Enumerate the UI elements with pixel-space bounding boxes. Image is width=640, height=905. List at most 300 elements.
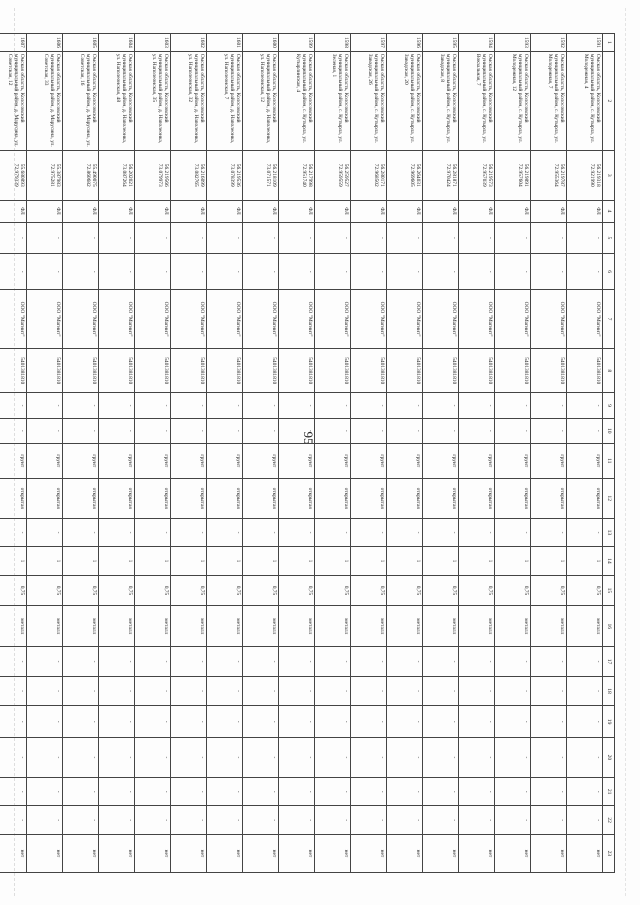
table-cell: 55.387983 72.975281 — [27, 150, 63, 200]
table-row — [63, 34, 99, 873]
table-row — [135, 34, 171, 873]
table-cell: грунт — [99, 443, 135, 478]
table-cell: - — [0, 737, 27, 777]
table-cell: металл — [423, 606, 459, 647]
table-row — [459, 34, 495, 873]
table-cell: - — [99, 647, 135, 677]
table-cell: - — [387, 518, 423, 546]
table-cell: 0,75 — [423, 575, 459, 606]
table-cell: - — [171, 418, 207, 443]
table-cell: - — [423, 418, 459, 443]
table-cell: - — [243, 777, 279, 805]
table-cell: - — [315, 737, 351, 777]
table-cell: - — [351, 393, 387, 418]
table-cell: ООО "Магнит" — [207, 290, 243, 349]
table-cell: 0,75 — [207, 575, 243, 606]
table-cell: ФЛ — [63, 200, 99, 222]
table-cell: 1 — [387, 547, 423, 575]
table-cell: - — [315, 418, 351, 443]
table-cell: 5401381810 — [63, 349, 99, 393]
table-cell: 1591 — [567, 34, 603, 52]
table-cell: - — [171, 706, 207, 738]
table-cell: Омская область, Колосовский муниципальный район, с. Кутырла, ул. Молодежная, 7 — [531, 51, 567, 150]
table-cell: нет — [495, 834, 531, 872]
table-cell: нет — [315, 834, 351, 872]
table-cell: ООО "Магнит" — [315, 290, 351, 349]
table-cell: 1593 — [495, 34, 531, 52]
table-cell: 1 — [315, 547, 351, 575]
table-cell: - — [63, 676, 99, 706]
table-cell: ООО "Магнит" — [531, 290, 567, 349]
table-cell: нет — [351, 834, 387, 872]
table-cell: металл — [207, 606, 243, 647]
table-cell: - — [27, 806, 63, 834]
table-cell: 1 — [171, 547, 207, 575]
table-cell: 56.219536 73.078399 — [207, 150, 243, 200]
table-cell: 1 — [279, 547, 315, 575]
page-number: 95 — [301, 431, 316, 445]
table-cell: Омская область, Колосовский муниципальный район, с. Кутырла, ул. Заводская, 26 — [351, 51, 387, 150]
table-cell: 1596 — [387, 34, 423, 52]
table-cell: 0,75 — [135, 575, 171, 606]
table-cell: - — [171, 676, 207, 706]
table-cell: 5401381810 — [279, 349, 315, 393]
table-cell: ООО "Магнит" — [63, 290, 99, 349]
table-cell: - — [351, 222, 387, 254]
table-cell: 5401381810 — [459, 349, 495, 393]
table-cell: - — [99, 737, 135, 777]
table-cell: грунт — [423, 443, 459, 478]
table-cell: открытая — [99, 478, 135, 518]
table-cell: нет — [99, 834, 135, 872]
table-cell: металл — [135, 606, 171, 647]
table-row — [351, 34, 387, 873]
table-cell: - — [279, 393, 315, 418]
table-cell: металл — [567, 606, 603, 647]
table-cell: 0,75 — [315, 575, 351, 606]
table-cell: открытая — [0, 478, 27, 518]
table-cell: - — [207, 418, 243, 443]
table-cell: Омская область, Колосовский муниципальный район, д. Марусина, ул. Советская, 16 — [63, 51, 99, 150]
table-cell: - — [207, 518, 243, 546]
table-cell: 5401381810 — [243, 349, 279, 393]
table-cell: - — [531, 706, 567, 738]
table-cell: - — [495, 518, 531, 546]
table-cell: - — [423, 806, 459, 834]
table-cell: - — [171, 222, 207, 254]
table-cell: - — [567, 518, 603, 546]
table-cell: - — [531, 737, 567, 777]
table-cell: грунт — [0, 443, 27, 478]
table-cell: 5401381810 — [351, 349, 387, 393]
table-cell: грунт — [27, 443, 63, 478]
table-cell: - — [459, 418, 495, 443]
table-cell: - — [315, 518, 351, 546]
table-cell: - — [315, 647, 351, 677]
table-cell: - — [171, 737, 207, 777]
table-cell: Омская область, Колосовский муниципальный район, д. Наполеонка, ул. Наполеонская, 7 — [207, 51, 243, 150]
table-cell: Омская область, Колосовский муниципальный район, д. Марусина, ул. Советская, 12 — [0, 51, 27, 150]
table-cell: - — [495, 393, 531, 418]
table-cell: открытая — [171, 478, 207, 518]
table-cell: 56.259527 72.959559 — [315, 150, 351, 200]
table-cell: ФЛ — [315, 200, 351, 222]
table-cell: - — [99, 254, 135, 290]
table-cell: 56.217998 72.951740 — [279, 150, 315, 200]
table-cell: нет — [459, 834, 495, 872]
table-cell: - — [423, 518, 459, 546]
table-cell: 55.490075 72.860682 — [63, 150, 99, 200]
table-cell: - — [387, 737, 423, 777]
table-cell: - — [315, 706, 351, 738]
table-cell: - — [63, 254, 99, 290]
table-cell: открытая — [27, 478, 63, 518]
table-cell: 0,75 — [351, 575, 387, 606]
table-cell: 5401381810 — [567, 349, 603, 393]
table-cell: - — [171, 806, 207, 834]
table-cell: металл — [171, 606, 207, 647]
table-cell: - — [279, 647, 315, 677]
table-cell: - — [63, 518, 99, 546]
table-cell: металл — [387, 606, 423, 647]
column-header: 1 — [603, 34, 615, 52]
table-cell: - — [27, 222, 63, 254]
column-header: 17 — [603, 647, 615, 677]
table-cell: ФЛ — [351, 200, 387, 222]
table-body — [0, 34, 603, 873]
table-cell: - — [27, 418, 63, 443]
table-cell: - — [27, 518, 63, 546]
table-cell: - — [351, 676, 387, 706]
table-cell: 0,75 — [63, 575, 99, 606]
table-cell: - — [63, 647, 99, 677]
table-cell: - — [567, 647, 603, 677]
table-cell: 1601 — [207, 34, 243, 52]
table-cell: - — [387, 777, 423, 805]
table-cell: грунт — [279, 443, 315, 478]
table-cell: - — [243, 737, 279, 777]
table-cell: 1599 — [279, 34, 315, 52]
table-cell: - — [423, 647, 459, 677]
table-cell: - — [243, 418, 279, 443]
table-cell: 1 — [0, 547, 27, 575]
table-cell: 0,75 — [459, 575, 495, 606]
table-cell: 56.219891 72.957604 — [495, 150, 531, 200]
table-cell: 5401381810 — [207, 349, 243, 393]
table-cell: - — [0, 777, 27, 805]
table-cell: металл — [63, 606, 99, 647]
table-cell: нет — [423, 834, 459, 872]
table-cell: - — [171, 647, 207, 677]
table-cell: - — [315, 393, 351, 418]
table-cell: - — [0, 676, 27, 706]
table-cell: металл — [315, 606, 351, 647]
table-cell: - — [0, 518, 27, 546]
table-cell: - — [567, 418, 603, 443]
table-cell: - — [495, 806, 531, 834]
table-cell: - — [495, 737, 531, 777]
table-cell: нет — [0, 834, 27, 872]
table-cell: - — [315, 676, 351, 706]
table-cell: ООО "Магнит" — [423, 290, 459, 349]
table-cell: - — [279, 418, 315, 443]
table-cell: грунт — [315, 443, 351, 478]
table-cell: - — [495, 676, 531, 706]
table-cell: - — [243, 647, 279, 677]
column-header: 15 — [603, 575, 615, 606]
table-cell: - — [531, 393, 567, 418]
table-cell: открытая — [495, 478, 531, 518]
table-cell: 5401381810 — [315, 349, 351, 393]
table-cell: - — [27, 254, 63, 290]
table-row — [27, 34, 63, 873]
column-header: 22 — [603, 806, 615, 834]
table-cell: 1607 — [0, 34, 27, 52]
table-cell: - — [279, 222, 315, 254]
table-cell: - — [459, 777, 495, 805]
table-cell: ООО "Магнит" — [99, 290, 135, 349]
column-header: 23 — [603, 834, 615, 872]
table-cell: 5401381810 — [135, 349, 171, 393]
table-cell: - — [459, 647, 495, 677]
table-cell: Омская область, Колосовский муниципальный район, д. Марусина, ул. Советская, 33 — [27, 51, 63, 150]
table-cell: - — [351, 647, 387, 677]
table-cell: - — [531, 806, 567, 834]
table-cell: - — [495, 222, 531, 254]
table-cell: - — [171, 393, 207, 418]
table-cell: - — [207, 222, 243, 254]
table-cell: Омская область, Колосовский муниципальный район, с. Кутырла, ул. Молодежная, 12 — [495, 51, 531, 150]
table-row — [495, 34, 531, 873]
table-cell: 1602 — [171, 34, 207, 52]
table-cell: - — [567, 222, 603, 254]
table-cell: - — [423, 676, 459, 706]
table-cell: - — [531, 254, 567, 290]
table-cell: - — [279, 777, 315, 805]
table-cell: - — [243, 676, 279, 706]
table-cell: 56.202021 73.087264 — [99, 150, 135, 200]
table-cell: - — [243, 518, 279, 546]
table-cell: нет — [243, 834, 279, 872]
table-cell: Омская область, Колосовский муниципальный район, д. Наполеонка, ул. Наполеонская, 32 — [171, 51, 207, 150]
table-cell: 5401381810 — [27, 349, 63, 393]
table-cell: - — [567, 737, 603, 777]
table-cell: - — [0, 647, 27, 677]
table-cell: - — [243, 222, 279, 254]
table-cell: - — [495, 647, 531, 677]
table-cell: - — [567, 254, 603, 290]
table-cell: металл — [531, 606, 567, 647]
table-cell: ФЛ — [171, 200, 207, 222]
table-cell: - — [351, 737, 387, 777]
table-cell: - — [171, 254, 207, 290]
table-cell: - — [243, 393, 279, 418]
table-cell: 1 — [495, 547, 531, 575]
table-cell: - — [0, 254, 27, 290]
table-cell: грунт — [171, 443, 207, 478]
table-cell: 56.280171 72.968502 — [351, 150, 387, 200]
table-cell: нет — [531, 834, 567, 872]
table-cell: - — [207, 254, 243, 290]
table-cell: 1 — [531, 547, 567, 575]
table-cell: - — [351, 518, 387, 546]
table-cell: - — [423, 222, 459, 254]
table-cell: 1606 — [27, 34, 63, 52]
table-cell: ФЛ — [243, 200, 279, 222]
table-cell: ФЛ — [423, 200, 459, 222]
table-cell: - — [63, 418, 99, 443]
table-cell: - — [99, 676, 135, 706]
table-row — [0, 34, 27, 873]
table-cell: ООО "Магнит" — [279, 290, 315, 349]
table-cell: - — [135, 418, 171, 443]
table-cell: Омская область, Колосовский муниципальный район, с. Кутырла, ул. Заводская, 20 — [387, 51, 423, 150]
table-cell: - — [0, 806, 27, 834]
table-cell: 56.218109 73.071571 — [243, 150, 279, 200]
table-cell: - — [567, 706, 603, 738]
column-header: 5 — [603, 222, 615, 254]
column-header: 21 — [603, 777, 615, 805]
table-row — [567, 34, 603, 873]
table-cell: - — [459, 222, 495, 254]
table-row — [243, 34, 279, 873]
table-cell: - — [387, 393, 423, 418]
register-table-wrapper — [6, 33, 615, 873]
table-cell: ФЛ — [0, 200, 27, 222]
table-cell: 1598 — [315, 34, 351, 52]
table-cell: - — [459, 518, 495, 546]
table-cell: нет — [27, 834, 63, 872]
table-cell: 0,75 — [567, 575, 603, 606]
table-cell: - — [243, 806, 279, 834]
column-header: 20 — [603, 737, 615, 777]
table-cell: ФЛ — [27, 200, 63, 222]
table-cell: ООО "Магнит" — [243, 290, 279, 349]
column-header: 10 — [603, 418, 615, 443]
table-cell: - — [531, 676, 567, 706]
table-cell: - — [351, 806, 387, 834]
table-cell: - — [351, 418, 387, 443]
table-cell: 56.219566 73.079973 — [135, 150, 171, 200]
table-row — [423, 34, 459, 873]
table-cell: - — [387, 222, 423, 254]
table-cell: - — [135, 706, 171, 738]
table-cell: - — [63, 777, 99, 805]
table-cell: - — [0, 706, 27, 738]
table-cell: Омская область, Колосовский муниципальный район, д. Наполеонка, ул. Наполеонская, 48 — [99, 51, 135, 150]
table-cell: - — [207, 777, 243, 805]
table-cell: металл — [459, 606, 495, 647]
table-cell: 56.219318 72.921990 — [567, 150, 603, 200]
table-cell: 1597 — [351, 34, 387, 52]
table-cell: 5401381810 — [387, 349, 423, 393]
table-cell: - — [567, 777, 603, 805]
table-cell: 5401381810 — [0, 349, 27, 393]
table-cell: ООО "Магнит" — [567, 290, 603, 349]
table-cell: - — [351, 706, 387, 738]
table-row — [315, 34, 351, 873]
table-cell: нет — [207, 834, 243, 872]
table-cell: - — [423, 393, 459, 418]
table-cell: 0,75 — [279, 575, 315, 606]
table-cell: 56.281871 72.970424 — [423, 150, 459, 200]
table-cell: 1604 — [99, 34, 135, 52]
table-cell: Омская область, Колосовский муниципальный район, с. Кутырла, ул. Зеленая, 1 — [315, 51, 351, 150]
table-cell: - — [135, 647, 171, 677]
table-cell: - — [567, 676, 603, 706]
table-cell: - — [171, 518, 207, 546]
column-header: 16 — [603, 606, 615, 647]
column-header: 19 — [603, 706, 615, 738]
table-cell: - — [135, 676, 171, 706]
table-cell: - — [387, 647, 423, 677]
table-cell: металл — [243, 606, 279, 647]
table-cell: открытая — [279, 478, 315, 518]
table-cell: - — [27, 777, 63, 805]
table-cell: - — [207, 647, 243, 677]
table-cell: - — [99, 393, 135, 418]
column-header: 7 — [603, 290, 615, 349]
table-cell: - — [0, 393, 27, 418]
table-cell: грунт — [387, 443, 423, 478]
table-cell: - — [423, 777, 459, 805]
table-cell: 0,75 — [0, 575, 27, 606]
table-cell: ООО "Магнит" — [387, 290, 423, 349]
table-cell: открытая — [135, 478, 171, 518]
table-cell: 0,75 — [27, 575, 63, 606]
table-cell: - — [63, 737, 99, 777]
table-cell: - — [207, 676, 243, 706]
table-cell: грунт — [243, 443, 279, 478]
column-header: 2 — [603, 51, 615, 150]
table-cell: грунт — [351, 443, 387, 478]
table-cell: 5401381810 — [531, 349, 567, 393]
table-cell: 1592 — [531, 34, 567, 52]
table-cell: металл — [351, 606, 387, 647]
table-cell: ООО "Магнит" — [351, 290, 387, 349]
table-cell: - — [279, 518, 315, 546]
table-cell: - — [63, 393, 99, 418]
table-cell: - — [531, 222, 567, 254]
table-cell: ООО "Магнит" — [135, 290, 171, 349]
table-cell: ФЛ — [387, 200, 423, 222]
table-cell: 0,75 — [387, 575, 423, 606]
table-cell: - — [135, 777, 171, 805]
table-cell: - — [567, 806, 603, 834]
table-cell: металл — [279, 606, 315, 647]
table-cell: 1 — [99, 547, 135, 575]
table-cell: - — [207, 806, 243, 834]
table-cell: 1 — [207, 547, 243, 575]
table-cell: - — [207, 706, 243, 738]
table-cell: 56.216099 73.082765 — [171, 150, 207, 200]
table-cell: - — [351, 777, 387, 805]
table-cell: ООО "Магнит" — [171, 290, 207, 349]
header-row — [603, 34, 615, 873]
table-cell: - — [459, 806, 495, 834]
table-cell: ФЛ — [99, 200, 135, 222]
table-cell: - — [243, 254, 279, 290]
table-cell: - — [315, 254, 351, 290]
table-cell: - — [459, 737, 495, 777]
column-header: 11 — [603, 443, 615, 478]
table-cell: 1600 — [243, 34, 279, 52]
table-cell: ООО "Магнит" — [495, 290, 531, 349]
table-cell: - — [459, 254, 495, 290]
table-cell: - — [387, 676, 423, 706]
table-cell: - — [207, 737, 243, 777]
table-cell: 1594 — [459, 34, 495, 52]
